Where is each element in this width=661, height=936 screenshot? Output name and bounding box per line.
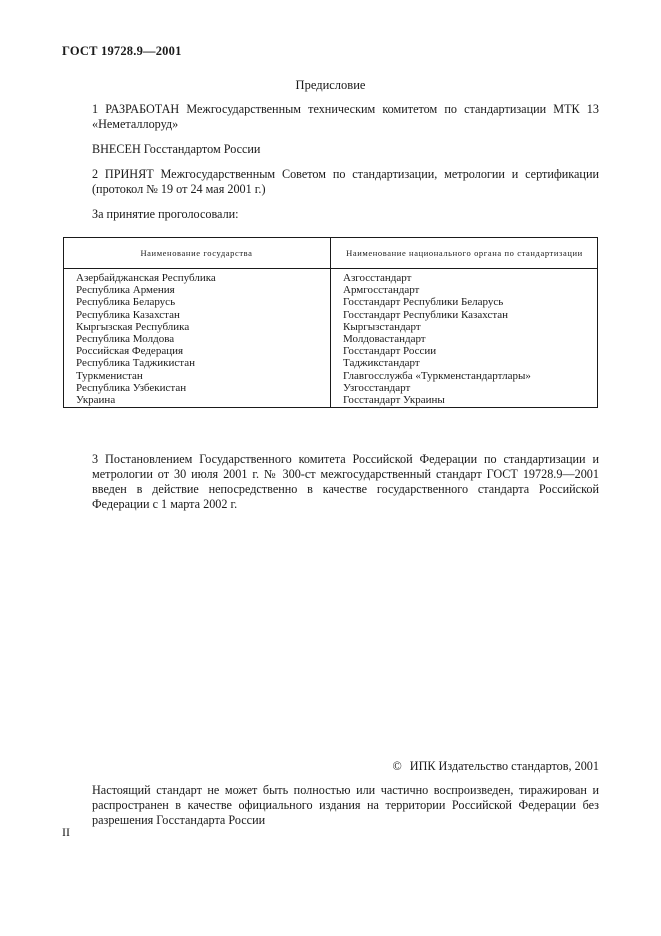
standards-body-column [343,272,593,406]
paragraph-notice [62,783,599,828]
table-cell-body: Таджикстандарт [343,357,420,370]
table-cell-state: Республика Узбекистан [76,381,187,394]
table-cell-state: Туркменистан [76,369,143,382]
table-cell-body: Кыргызстандарт [343,320,421,333]
copyright-line [380,759,599,774]
table-cell-body: Армгосстандарт [343,284,420,297]
table-header-state: Наименование государства [140,248,253,258]
table-header-body: Наименование национального органа по стандартизации [346,248,583,258]
table-cell-state: Украина [76,394,116,407]
paragraph-notice-text: Настоящий стандарт не может быть полностью или частично воспроизведен, тиражирован и распространен в качестве официального издания на территории Российской Федерации без разрешения Госстандарта России [92,783,599,827]
paragraph-developed-text: 1 РАЗРАБОТАН Межгосударственным техническим комитетом по стандартизации МТК 13 «Неметаллоруд» [92,102,599,131]
table-cell-state: Азербайджанская Республика [76,272,216,284]
table-header-rule [63,268,598,269]
table-cell-state: Республика Молдова [76,333,175,346]
table-cell-body: Госстандарт России [343,345,437,358]
standard-code: ГОСТ 19728.9—2001 [62,44,182,58]
table-column-divider [330,237,331,408]
paragraph-enacted-text: 3 Постановлением Государственного комитета Российской Федерации по стандартизации и метрологии от 30 июля 2001 г. № 300-ст межгосударственный стандарт ГОСТ 19728.9—2001 введен в действие непосредственно в качестве государственного стандарта Российской Федерации с 1 марта 2002 г. [92,452,599,511]
paragraph-introduced [62,142,599,157]
paragraph-enacted [62,452,599,512]
paragraph-adopted [62,167,599,197]
table-cell-state: Республика Таджикистан [76,357,195,370]
table-cell-state: Республика Армения [76,284,175,297]
paragraph-voted-text: За принятие проголосовали: [92,207,239,221]
paragraph-adopted-text: 2 ПРИНЯТ Межгосударственным Советом по стандартизации, метрологии и сертификации (протокол № 19 от 24 мая 2001 г.) [92,167,599,196]
table-cell-body: Молдовастандарт [343,333,426,346]
paragraph-voted [62,207,599,222]
table-cell-body: Азгосстандарт [343,272,412,284]
table-cell-state: Кыргызская Республика [76,320,190,333]
table-cell-body: Госстандарт Украины [343,394,445,407]
paragraph-developed [62,102,599,132]
table-cell-body: Узгосстандарт [343,381,411,394]
state-column [76,272,326,406]
page-title: Предисловие [295,78,366,92]
paragraph-introduced-text: ВНЕСЕН Госстандартом России [92,142,261,156]
table-cell-state: Республика Казахстан [76,308,180,321]
page-number: II [62,825,70,839]
table-cell-state: Российская Федерация [76,345,184,358]
table-cell-state: Республика Беларусь [76,296,176,309]
copyright-icon: © [392,759,402,773]
table-cell-body: Главгосслужба «Туркменстандартлары» [343,369,531,382]
table-cell-body: Госстандарт Республики Казахстан [343,308,509,321]
table-cell-body: Госстандарт Республики Беларусь [343,296,504,309]
copyright-text: ИПК Издательство стандартов, 2001 [409,759,599,773]
